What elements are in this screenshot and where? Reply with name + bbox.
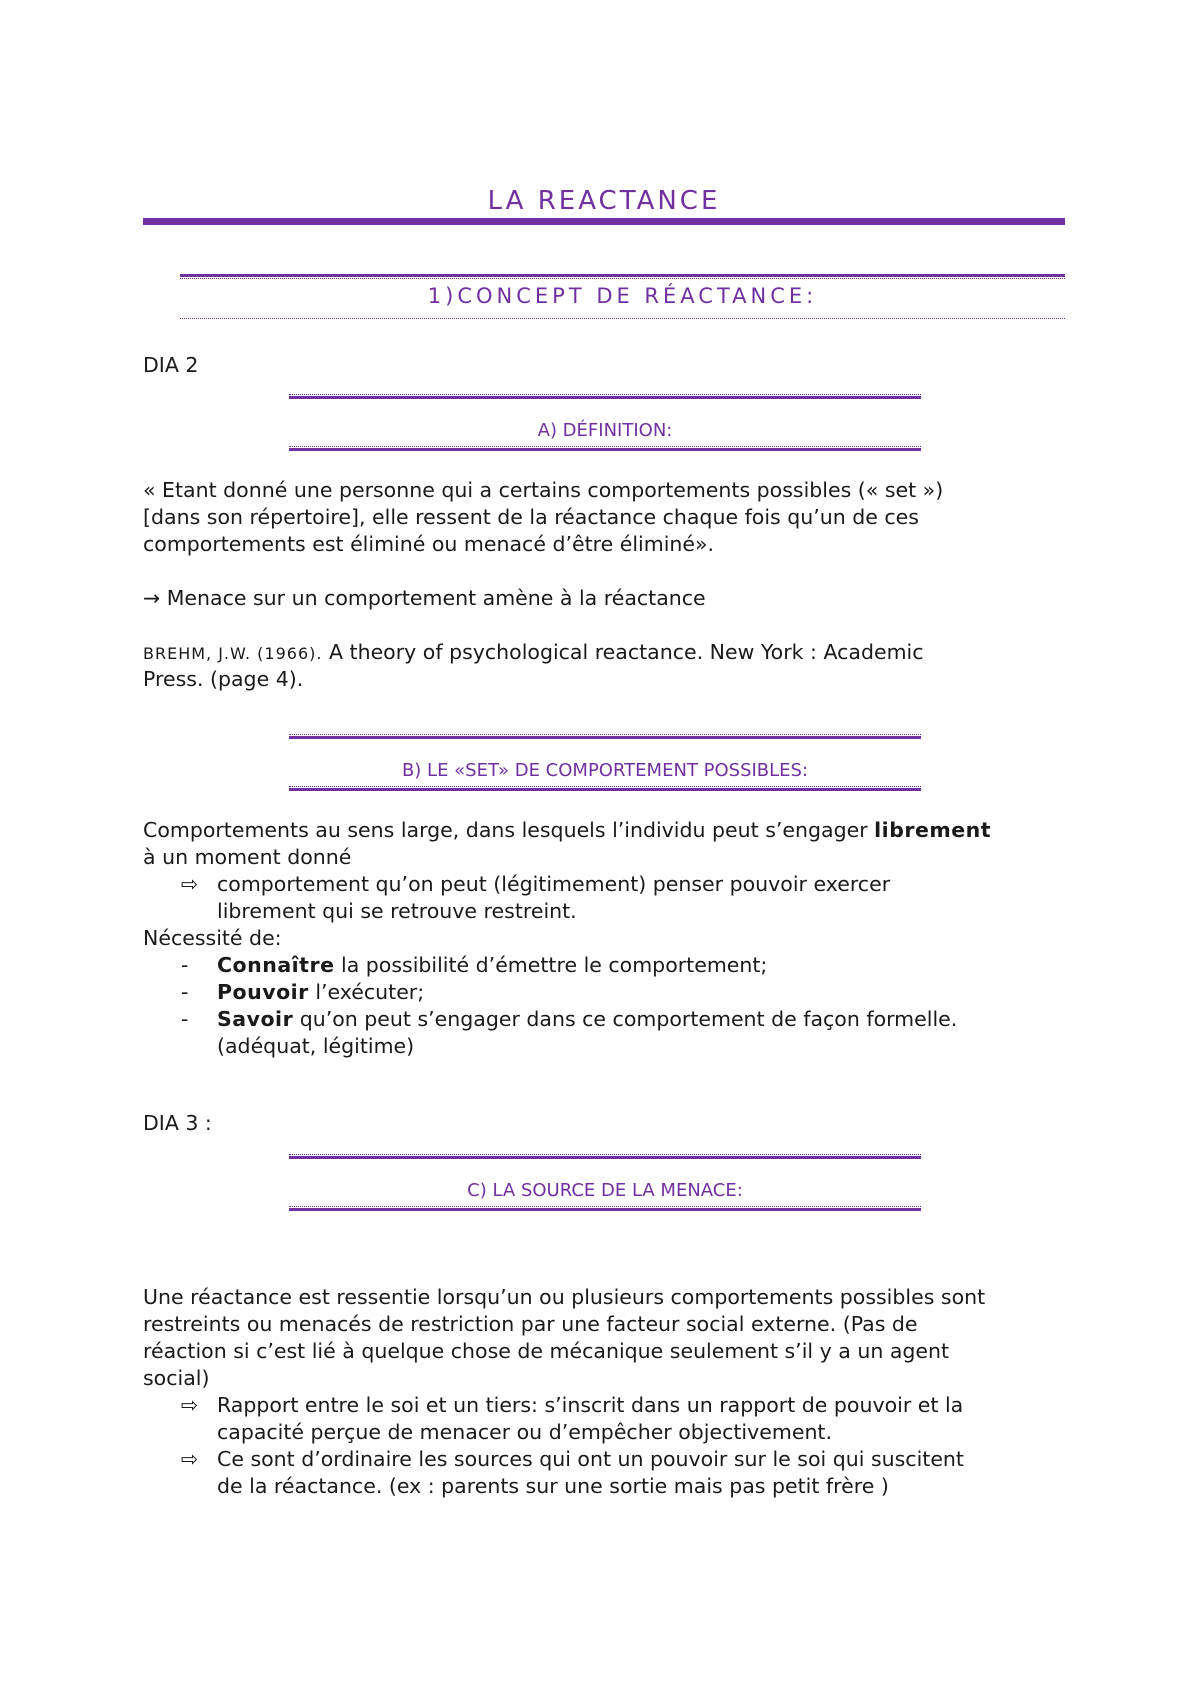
heading-rule-bottom [289, 1208, 921, 1211]
right-arrow-icon: → [143, 586, 161, 610]
set-line-1-text: Comportements au sens large, dans lesquels l’individu peut s’engager [143, 818, 875, 842]
arrow-item-text: librement qui se retrouve restreint. [217, 899, 577, 923]
arrow-item-text: Ce sont d’ordinaire les sources qui ont un pouvoir sur le soi qui suscitent [217, 1447, 964, 1471]
document-title: LA REACTANCE [487, 186, 721, 216]
heading-rule-top [289, 736, 921, 739]
arrow-statement [143, 585, 1073, 612]
section-1-heading-block [180, 274, 1065, 322]
subsection-b-heading: B) LE «SET» DE COMPORTEMENT POSSIBLES: [401, 760, 809, 781]
reference-title: A theory of psychological reactance. New York : Academic [329, 640, 924, 664]
arrow-item-text: de la réactance. (ex : parents sur une sortie mais pas petit frère ) [217, 1474, 889, 1498]
definition-quote-line: « Etant donné une personne qui a certains comportements possibles (« set ») [143, 478, 944, 502]
dash-item-text [217, 1006, 1077, 1033]
source-paragraph-line: restreints ou menacés de restriction par une facteur social externe. (Pas de [143, 1312, 918, 1336]
subsection-a-heading: A) DÉFINITION: [537, 420, 673, 441]
set-line-2: à un moment donné [143, 845, 352, 869]
hollow-arrow-icon: ⇨ [181, 1393, 199, 1417]
reference-author: BREHM, J.W. (1966). [143, 644, 323, 663]
hollow-arrow-icon: ⇨ [181, 872, 199, 896]
dash-item-rest: la possibilité d’émettre le comportement; [334, 953, 768, 977]
subsection-a-heading-block [289, 396, 921, 452]
heading-rule-top [180, 274, 1065, 277]
subsection-c-heading: C) LA SOURCE DE LA MENACE: [467, 1180, 743, 1201]
dash-marker: - [181, 980, 189, 1004]
dash-item-text: (adéquat, légitime) [217, 1034, 415, 1058]
source-paragraph-line: social) [143, 1366, 210, 1390]
heading-rule-top [289, 396, 921, 399]
dash-item-bold: Connaître [217, 953, 335, 977]
dash-item-bold: Pouvoir [217, 980, 309, 1004]
arrow-item-text: Rapport entre le soi et un tiers: s’inscrit dans un rapport de pouvoir et la [217, 1393, 964, 1417]
heading-rule-bottom [180, 318, 1065, 319]
definition-quote-line: comportements est éliminé ou menacé d’être éliminé». [143, 532, 715, 556]
dash-item-rest: l’exécuter; [308, 980, 425, 1004]
dash-item-rest: qu’on peut s’engager dans ce comportement de façon formelle. [293, 1007, 958, 1031]
dia-3-label: DIA 3 : [143, 1111, 212, 1135]
dash-marker: - [181, 1007, 189, 1031]
set-line-1-bold: librement [874, 818, 992, 842]
heading-rule-top [289, 1156, 921, 1159]
hollow-arrow-icon: ⇨ [181, 1447, 199, 1471]
heading-rule-bottom [289, 448, 921, 451]
source-paragraph-line: Une réactance est ressentie lorsqu’un ou plusieurs comportements possibles sont [143, 1285, 986, 1309]
arrow-item-text: capacité perçue de menacer ou d’empêcher objectivement. [217, 1420, 832, 1444]
necessite-label: Nécessité de: [143, 926, 282, 950]
dia-2-label: DIA 2 [143, 353, 199, 377]
subsection-b-heading-block [289, 736, 921, 792]
subsection-c-heading-block [289, 1156, 921, 1212]
section-1-heading: 1)CONCEPT DE RÉACTANCE: [427, 284, 818, 308]
dash-item-bold: Savoir [217, 1007, 294, 1031]
source-paragraph-line: réaction si c’est lié à quelque chose de mécanique seulement s’il y a un agent [143, 1339, 950, 1363]
dash-marker: - [181, 953, 189, 977]
arrow-statement-text: Menace sur un comportement amène à la réactance [166, 586, 706, 610]
reference-line-2: Press. (page 4). [143, 667, 304, 691]
definition-quote-line: [dans son répertoire], elle ressent de la réactance chaque fois qu’un de ces [143, 505, 919, 529]
title-underline [143, 218, 1065, 225]
heading-rule-bottom [289, 788, 921, 791]
set-line-1 [143, 817, 1073, 844]
reference-line [143, 639, 1073, 667]
arrow-item-text: comportement qu’on peut (légitimement) penser pouvoir exercer [217, 872, 891, 896]
dash-item-text [217, 952, 1077, 979]
dash-item-text [217, 979, 1077, 1006]
